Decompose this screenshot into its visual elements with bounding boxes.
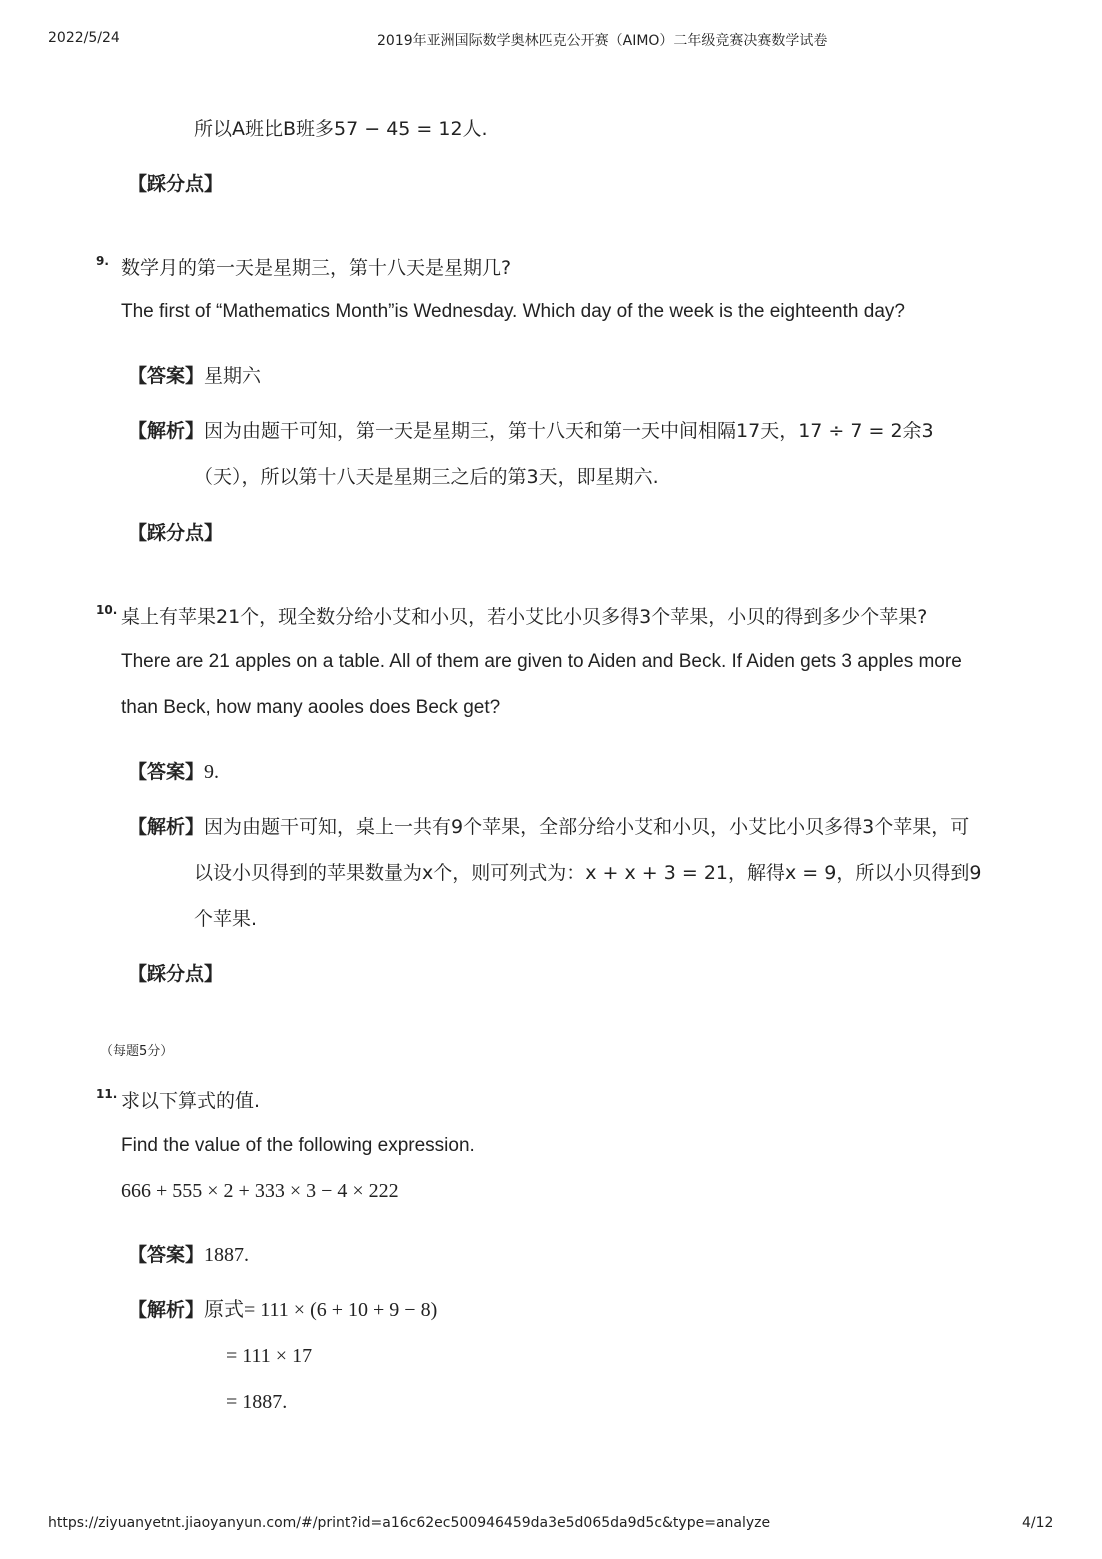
q9-analysis-label: 【解析】 — [128, 420, 205, 442]
q11-analysis-label: 【解析】 — [128, 1299, 205, 1321]
q11-expression: 666 + 555 × 2 + 333 × 3 − 4 × 222 — [121, 1180, 399, 1202]
q10-answer-value: 9. — [204, 761, 220, 783]
q9-analysis-line2: （天），所以第十八天是星期三之后的第3天，即星期六. — [194, 466, 659, 488]
q11-analysis-line2: = 111 × 17 — [226, 1345, 313, 1367]
q9-analysis-text1: 因为由题干可知，第一天是星期三，第十八天和第一天中间相隔17天，17 ÷ 7 = 2余3 — [204, 420, 934, 442]
q11-question-cn: 求以下算式的值. — [121, 1090, 261, 1112]
q10-analysis-line3: 个苹果. — [194, 908, 258, 930]
q11-analysis-line1 — [128, 1298, 437, 1322]
q9-answer — [128, 364, 261, 388]
section-points-note: （每题5分） — [100, 1044, 174, 1059]
document-title: 2019年亚洲国际数学奥林匹克公开赛（AIMO）二年级竞赛决赛数学试卷 — [377, 33, 828, 49]
q10-analysis-text1: 因为由题干可知，桌上一共有9个苹果，全部分给小艾和小贝，小艾比小贝多得3个苹果，可 — [204, 816, 970, 838]
q8-score-label: 【踩分点】 — [128, 173, 224, 195]
q10-question-cn: 桌上有苹果21个，现全数分给小艾和小贝，若小艾比小贝多得3个苹果，小贝的得到多少个苹果? — [121, 606, 928, 628]
q10-question-en-line2: than Beck, how many aooles does Beck get? — [121, 697, 501, 718]
q11-answer-value: 1887. — [204, 1244, 250, 1266]
q9-answer-value: 星期六 — [204, 365, 262, 387]
q9-question-cn: 数学月的第一天是星期三，第十八天是星期几? — [121, 257, 512, 279]
source-url: https://ziyuanyetnt.jiaoyanyun.com/#/print?id=a16c62ec500946459da3e5d065da9d5c&type=analyze — [48, 1515, 771, 1531]
q10-number: 10. — [96, 603, 118, 617]
q8-conclusion: 所以A班比B班多57 − 45 = 12人. — [194, 118, 488, 140]
q10-analysis-line1 — [128, 815, 969, 839]
q9-answer-label: 【答案】 — [128, 365, 205, 387]
q9-number: 9. — [96, 254, 109, 268]
q10-analysis-line2: 以设小贝得到的苹果数量为x个，则可列式为：x + x + 3 = 21，解得x = 9，所以小贝得到9 — [194, 862, 982, 884]
q9-analysis-line1 — [128, 419, 934, 443]
q10-question-en-line1: There are 21 apples on a table. All of them are given to Aiden and Beck. If Aiden gets 3 apples more — [121, 651, 962, 672]
q11-answer-label: 【答案】 — [128, 1244, 205, 1266]
q10-answer — [128, 760, 219, 784]
print-date: 2022/5/24 — [48, 30, 120, 46]
q10-analysis-label: 【解析】 — [128, 816, 205, 838]
q11-analysis-line3: = 1887. — [226, 1391, 288, 1413]
q11-analysis-text1: 原式= 111 × (6 + 10 + 9 − 8) — [204, 1299, 438, 1321]
q11-question-en: Find the value of the following expression. — [121, 1135, 475, 1156]
q9-question-en: The first of “Mathematics Month”is Wednesday. Which day of the week is the eighteenth day? — [121, 301, 905, 322]
q11-number: 11. — [96, 1087, 118, 1101]
q10-score-label: 【踩分点】 — [128, 963, 224, 985]
q11-answer — [128, 1243, 249, 1267]
q10-answer-label: 【答案】 — [128, 761, 205, 783]
page-number: 4/12 — [1022, 1515, 1054, 1531]
q9-score-label: 【踩分点】 — [128, 522, 224, 544]
